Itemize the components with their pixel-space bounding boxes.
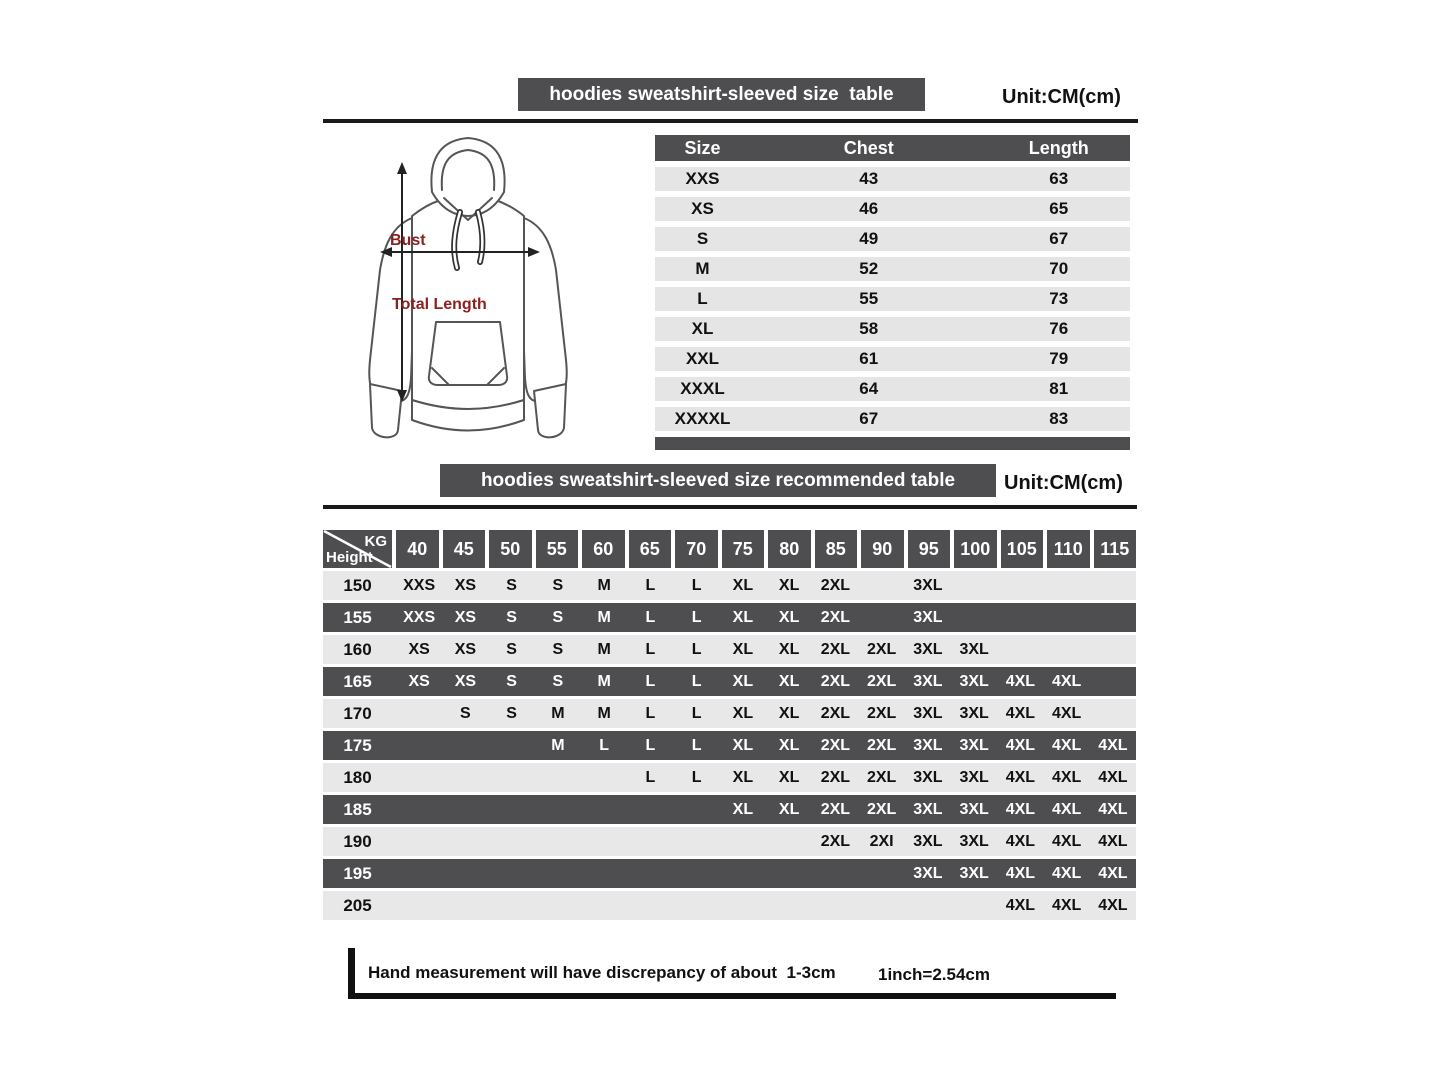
size-table-header-row [655, 135, 1130, 161]
recommended-size-cell: 3XL [959, 800, 989, 818]
recommended-size-cell: 4XL [1098, 768, 1128, 786]
recommended-table-body [323, 571, 1136, 920]
recommended-size-cell: 2XL [820, 832, 851, 850]
recommended-size-cell: 2XL [820, 608, 851, 626]
height-row-label: 160 [343, 639, 372, 659]
size-table-row [655, 227, 1130, 251]
recommended-size-cell: 2XL [820, 736, 851, 754]
weight-header-cell: 115 [1094, 530, 1137, 568]
height-row-label: 175 [343, 735, 372, 755]
recommended-size-cell: 4XL [1005, 800, 1036, 818]
height-row-label: 185 [343, 799, 372, 819]
recommended-size-cell: S [552, 608, 564, 626]
size-table-cell: XL [691, 319, 714, 338]
recommended-size-cell: XL [778, 768, 800, 786]
recommended-size-cell: XL [732, 704, 754, 722]
recommended-size-cell: 3XL [959, 736, 989, 754]
size-table-row [655, 317, 1130, 341]
kg-height-corner-cell [323, 530, 392, 568]
recommended-size-cell: XS [454, 576, 477, 594]
recommended-size-cell: M [597, 704, 611, 722]
recommended-size-cell: 3XL [959, 768, 989, 786]
recommended-size-cell: 3XL [959, 672, 989, 690]
size-table-cell: 46 [859, 199, 879, 218]
size-table-row [655, 167, 1130, 191]
weight-header-cell: 80 [768, 530, 811, 568]
height-row-label: 195 [343, 863, 372, 883]
recommended-size-cell: XL [778, 736, 800, 754]
recommended-size-cell: XS [454, 672, 477, 690]
recommended-size-cell: L [691, 608, 702, 626]
size-table-cell: 55 [859, 289, 879, 308]
recommended-size-cell: S [552, 672, 564, 690]
recommended-table-row [323, 763, 1136, 792]
recommended-size-cell: L [691, 768, 702, 786]
recommended-size-cell: 4XL [1051, 832, 1082, 850]
size-table-cell: 79 [1049, 349, 1069, 368]
recommended-size-cell: XS [454, 608, 477, 626]
recommended-size-cell: L [691, 640, 702, 658]
recommended-size-cell: L [599, 736, 610, 754]
inch-conversion-note: 1inch=2.54cm [878, 965, 990, 984]
recommended-size-cell: L [645, 672, 656, 690]
divider-line-1 [323, 119, 1138, 123]
recommended-size-cell: XS [454, 640, 477, 658]
recommended-size-cell: 4XL [1005, 736, 1036, 754]
height-row-label: 190 [343, 831, 372, 851]
hoodie-diagram [332, 128, 604, 460]
recommended-table-header-row [323, 530, 1136, 568]
recommended-size-cell: 4XL [1051, 896, 1082, 914]
recommended-size-cell: L [645, 736, 656, 754]
measurement-note: Hand measurement will have discrepancy of about 1-3cm [368, 963, 836, 982]
recommended-size-cell: 3XL [959, 864, 989, 882]
recommended-size-cell: S [506, 608, 517, 626]
recommended-size-cell: 4XL [1051, 800, 1082, 818]
recommended-size-cell: XL [778, 608, 800, 626]
size-column-header: Length [1028, 137, 1089, 158]
recommended-size-cell: S [506, 576, 517, 594]
unit-label-1: Unit:CM(cm) [1002, 86, 1121, 108]
recommended-table-row [323, 603, 1136, 632]
recommended-size-cell: XL [778, 800, 800, 818]
recommended-size-cell: M [551, 704, 565, 722]
recommended-size-cell: L [645, 576, 656, 594]
recommended-size-cell: 3XL [913, 864, 943, 882]
size-table-cell: XXXL [680, 379, 725, 398]
weight-header-cell: 90 [861, 530, 904, 568]
corner-kg-label: KG [364, 533, 387, 550]
size-table-cell: 65 [1049, 199, 1069, 218]
size-table-row [655, 377, 1130, 401]
recommended-size-cell: 3XL [913, 672, 943, 690]
divider-line-2 [323, 505, 1137, 509]
size-table-cell: 49 [859, 229, 879, 248]
recommended-size-cell: XL [778, 640, 800, 658]
recommended-table-row [323, 635, 1136, 664]
recommended-size-cell: 2XL [866, 640, 897, 658]
recommended-size-cell: 2XL [866, 736, 897, 754]
recommended-table [323, 530, 1136, 920]
size-column-header: Chest [843, 137, 894, 158]
recommended-size-cell: XS [408, 672, 430, 690]
recommended-size-cell: S [506, 704, 517, 722]
recommended-size-cell: 2XI [869, 832, 894, 850]
height-row-label: 150 [343, 575, 372, 595]
weight-header-cells [396, 530, 1136, 568]
size-table-cell: L [697, 289, 708, 308]
size-table-cell: XXL [685, 349, 720, 368]
recommended-size-cell: 2XL [820, 768, 851, 786]
weight-header-cell: 60 [582, 530, 625, 568]
recommended-size-cell: XL [778, 576, 800, 594]
recommended-table-row [323, 795, 1136, 824]
recommended-size-cell: XL [732, 640, 754, 658]
recommended-size-cell: L [691, 672, 702, 690]
weight-header-cell: 55 [536, 530, 579, 568]
recommended-size-cell: 3XL [913, 832, 943, 850]
height-row-label: 170 [343, 703, 372, 723]
recommended-size-cell: S [506, 640, 517, 658]
recommended-size-cell: M [597, 640, 611, 658]
recommended-table-row [323, 891, 1136, 920]
recommended-table-row [323, 699, 1136, 728]
recommended-size-cell: L [645, 704, 656, 722]
recommended-table-row [323, 731, 1136, 760]
recommended-size-cell: S [552, 576, 564, 594]
height-row-label: 180 [343, 767, 372, 787]
total-length-label: Total Length [392, 296, 487, 313]
recommended-size-cell: 3XL [913, 736, 943, 754]
size-table-cell: 64 [859, 379, 879, 398]
recommended-size-cell: XL [778, 672, 800, 690]
recommended-size-cell: 3XL [913, 704, 943, 722]
recommended-size-cell: 3XL [913, 800, 943, 818]
size-table [655, 135, 1130, 450]
recommended-size-cell: S [506, 672, 517, 690]
size-table-cell: 58 [859, 319, 879, 338]
weight-header-cell: 65 [629, 530, 672, 568]
recommended-size-cell: 4XL [1051, 672, 1082, 690]
recommended-size-cell: 2XL [866, 704, 897, 722]
size-table-row [655, 407, 1130, 431]
recommended-size-cell: 4XL [1005, 704, 1036, 722]
recommended-size-cell: 4XL [1005, 896, 1036, 914]
weight-header-cell: 40 [396, 530, 439, 568]
size-table-row [655, 347, 1130, 371]
recommended-size-cell: 4XL [1005, 864, 1036, 882]
recommended-table-title-bar [440, 464, 996, 497]
size-table-cell: 52 [859, 259, 879, 278]
recommended-table-title: hoodies sweatshirt-sleeved size recommended table [480, 469, 956, 491]
recommended-size-cell: S [552, 640, 564, 658]
recommended-size-cell: 2XL [866, 672, 897, 690]
size-table-bottom-bar [655, 437, 1130, 450]
recommended-size-cell: XL [732, 768, 754, 786]
weight-header-cell: 95 [908, 530, 951, 568]
size-table-cell: 70 [1049, 259, 1069, 278]
recommended-size-cell: XL [732, 576, 754, 594]
height-row-label: 205 [343, 895, 372, 915]
recommended-size-cell: 4XL [1005, 832, 1036, 850]
recommended-size-cell: XL [732, 608, 754, 626]
recommended-size-cell: 4XL [1098, 736, 1128, 754]
recommended-size-cell: 2XL [820, 672, 851, 690]
recommended-size-cell: XL [732, 672, 754, 690]
size-column-header: Size [684, 137, 721, 158]
recommended-size-cell: 4XL [1005, 768, 1036, 786]
recommended-size-cell: 2XL [820, 704, 851, 722]
weight-header-cell: 110 [1047, 530, 1090, 568]
recommended-table-row [323, 571, 1136, 600]
recommended-size-cell: 4XL [1051, 704, 1082, 722]
recommended-size-cell: 4XL [1051, 768, 1082, 786]
weight-header-cell: 105 [1001, 530, 1044, 568]
recommended-size-cell: M [597, 576, 611, 594]
size-table-row [655, 197, 1130, 221]
recommended-size-cell: L [691, 704, 702, 722]
recommended-size-cell: 3XL [913, 608, 943, 626]
recommended-size-cell: 3XL [959, 704, 989, 722]
size-table-cell: XXXXL [674, 409, 731, 428]
size-table-title: hoodies sweatshirt-sleeved size table [549, 83, 894, 105]
recommended-size-cell: 2XL [866, 768, 897, 786]
size-table-cell: M [695, 259, 710, 278]
recommended-size-cell: 4XL [1051, 864, 1082, 882]
weight-header-cell: 45 [443, 530, 486, 568]
weight-header-cell: 75 [722, 530, 765, 568]
recommended-size-cell: M [597, 672, 611, 690]
recommended-size-cell: L [691, 736, 702, 754]
size-table-cell: 67 [1049, 229, 1069, 248]
height-row-label: 165 [343, 671, 372, 691]
size-table-cell: 63 [1049, 169, 1069, 188]
weight-header-cell: 70 [675, 530, 718, 568]
weight-header-cell: 50 [489, 530, 532, 568]
corner-height-label: Height [326, 549, 373, 566]
recommended-size-cell: L [645, 768, 656, 786]
size-table-cell: 81 [1049, 379, 1069, 398]
footer-accent-bar [348, 948, 355, 999]
recommended-size-cell: XL [732, 800, 754, 818]
recommended-size-cell: XS [408, 640, 430, 658]
size-table-body [655, 167, 1130, 431]
recommended-table-row [323, 859, 1136, 888]
size-table-cell: 61 [859, 349, 879, 368]
size-table-row [655, 257, 1130, 281]
recommended-size-cell: 3XL [959, 832, 989, 850]
size-table-cell: S [696, 229, 709, 248]
size-table-cell: XXS [685, 169, 720, 188]
recommended-size-cell: 4XL [1098, 896, 1128, 914]
recommended-size-cell: 3XL [913, 640, 943, 658]
recommended-table-row [323, 667, 1136, 696]
recommended-size-cell: 4XL [1098, 864, 1128, 882]
recommended-size-cell: 4XL [1051, 736, 1082, 754]
recommended-size-cell: M [597, 608, 611, 626]
weight-header-cell: 100 [954, 530, 997, 568]
recommended-size-cell: 2XL [820, 800, 851, 818]
size-table-cell: XS [691, 199, 714, 218]
size-table-title-bar [518, 78, 925, 111]
bust-label: Bust [390, 232, 426, 249]
recommended-size-cell: 2XL [866, 800, 897, 818]
recommended-size-cell: M [551, 736, 565, 754]
recommended-size-cell: XXS [403, 608, 436, 626]
recommended-size-cell: 3XL [913, 768, 943, 786]
size-table-cell: 43 [859, 169, 879, 188]
recommended-size-cell: 2XL [820, 576, 851, 594]
height-row-label: 155 [343, 607, 372, 627]
size-table-cell: 76 [1049, 319, 1069, 338]
size-table-row [655, 287, 1130, 311]
recommended-size-cell: 3XL [913, 576, 943, 594]
size-table-cell: 67 [859, 409, 879, 428]
size-table-cell: 73 [1049, 289, 1069, 308]
recommended-size-cell: S [460, 704, 471, 722]
recommended-size-cell: L [645, 640, 656, 658]
recommended-size-cell: 4XL [1005, 672, 1036, 690]
size-table-cell: 83 [1049, 409, 1069, 428]
recommended-size-cell: XL [732, 736, 754, 754]
recommended-table-row [323, 827, 1136, 856]
recommended-size-cell: XL [778, 704, 800, 722]
footer-line [348, 993, 1116, 999]
recommended-size-cell: 2XL [820, 640, 851, 658]
recommended-size-cell: L [691, 576, 702, 594]
weight-header-cell: 85 [815, 530, 858, 568]
recommended-size-cell: 3XL [959, 640, 989, 658]
recommended-size-cell: XXS [403, 576, 436, 594]
recommended-size-cell: 4XL [1098, 832, 1128, 850]
recommended-size-cell: 4XL [1098, 800, 1128, 818]
recommended-size-cell: L [645, 608, 656, 626]
unit-label-2: Unit:CM(cm) [1004, 472, 1123, 494]
